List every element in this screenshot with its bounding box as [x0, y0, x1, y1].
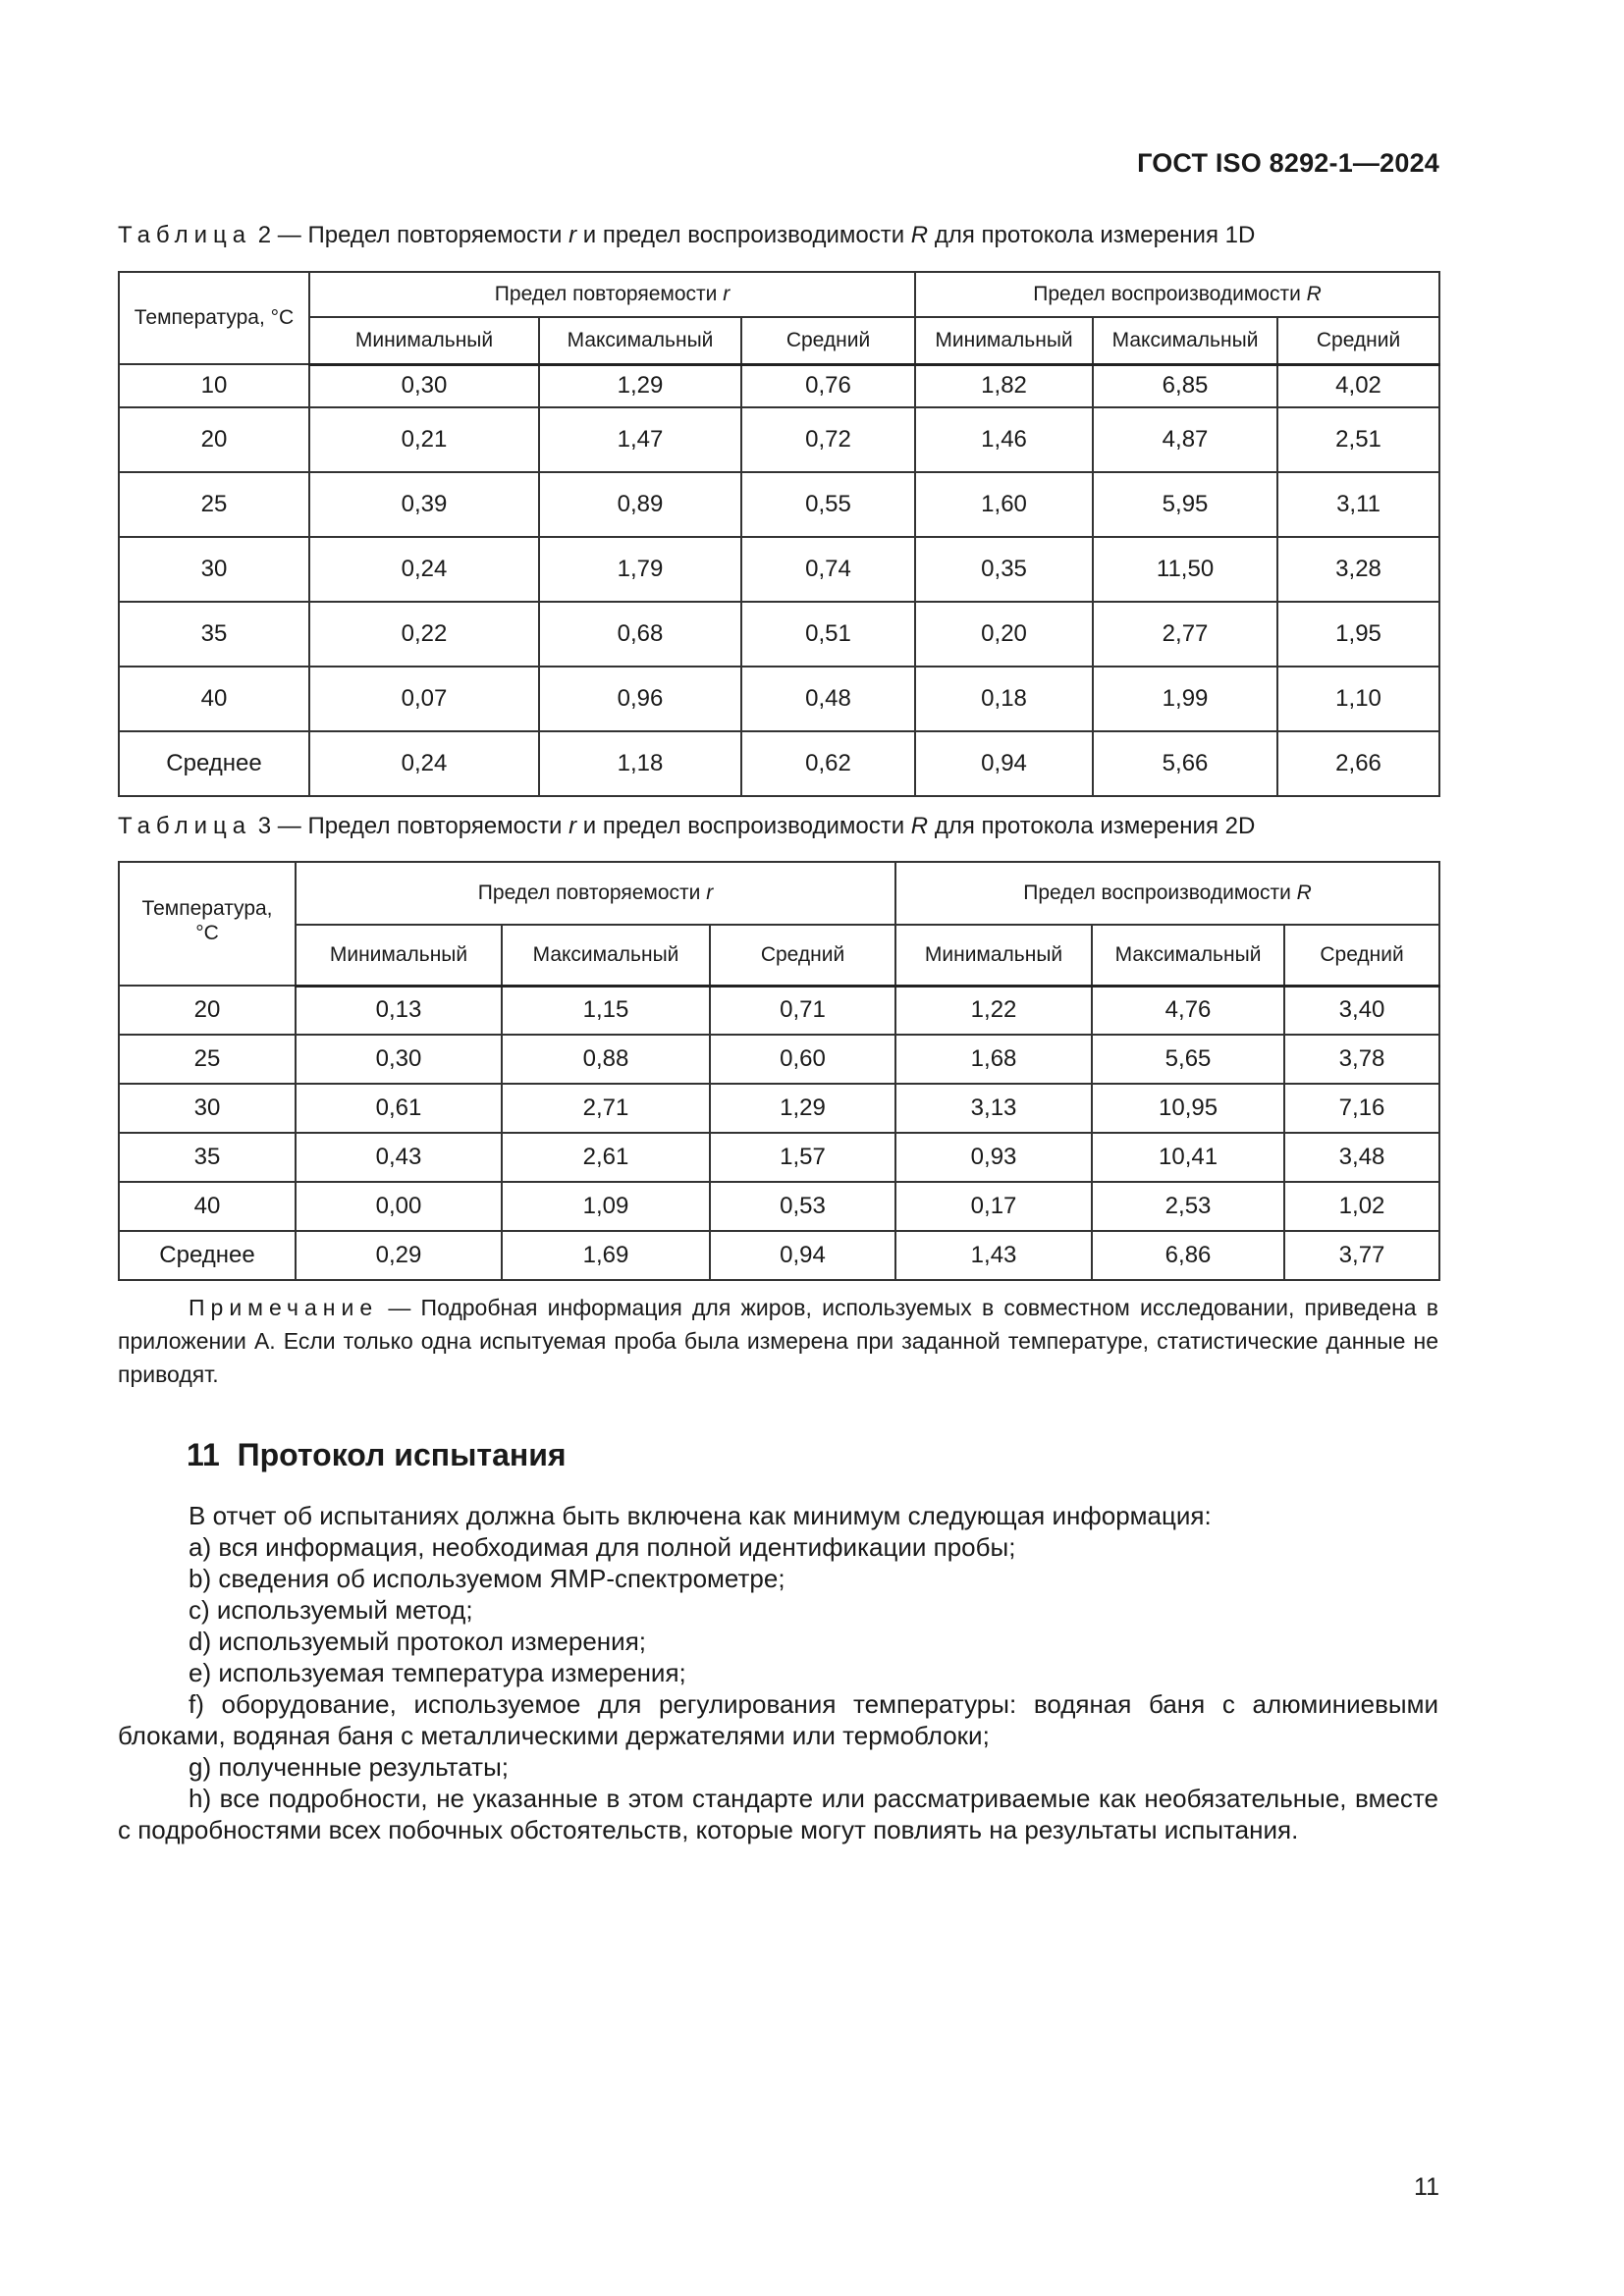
table-cell: 0,29	[296, 1231, 502, 1280]
table-cell: 0,62	[741, 731, 915, 796]
table-cell: 1,60	[915, 472, 1093, 537]
table3-var-r: r	[568, 813, 577, 839]
table3-header-reproducibility-label: Предел воспроизводимости	[1023, 881, 1291, 904]
table3-header-temperature-line1: Температура,	[141, 897, 273, 920]
list-item: d) используемый протокол измерения;	[189, 1627, 646, 1656]
table-cell: 1,47	[539, 407, 741, 472]
note-text: — Подробная информация для жиров, используемых в совместном исследовании, приведена в приложении А. Если только одна испытуемая проба была измерена при заданной температуре, статистические данные не приводят.	[118, 1295, 1438, 1387]
table-cell: 1,57	[710, 1133, 895, 1182]
table-cell: 0,35	[915, 537, 1093, 602]
table-row	[119, 364, 1439, 407]
table-cell: 1,02	[1284, 1182, 1439, 1231]
table-cell: 1,10	[1277, 667, 1439, 731]
table-cell: 10	[119, 364, 309, 407]
table2-sub-min-R: Минимальный	[915, 317, 1093, 364]
table-row	[119, 1133, 1439, 1182]
table2-caption-part3: для протокола измерения 1D	[934, 222, 1256, 248]
table-cell: 25	[119, 1035, 296, 1084]
table3-header-var-r: r	[706, 881, 714, 904]
table-cell: 0,00	[296, 1182, 502, 1231]
table-cell: 20	[119, 407, 309, 472]
table-cell: 0,43	[296, 1133, 502, 1182]
table-row	[119, 472, 1439, 537]
table-cell: 6,85	[1093, 364, 1277, 407]
table-cell: 35	[119, 1133, 296, 1182]
table-cell: 0,88	[502, 1035, 710, 1084]
table-cell: 0,22	[309, 602, 539, 667]
table2-caption-part2: и предел воспроизводимости	[582, 222, 905, 248]
table-cell: 40	[119, 667, 309, 731]
table3-caption-part1: Предел повторяемости	[307, 813, 563, 839]
table2-label: Таблица	[118, 222, 252, 248]
table-cell: 0,72	[741, 407, 915, 472]
table-cell: 0,68	[539, 602, 741, 667]
table2-header-var-R: R	[1306, 283, 1322, 305]
table-row	[119, 1231, 1439, 1280]
table-cell: 0,94	[710, 1231, 895, 1280]
table3-header-var-R: R	[1296, 881, 1312, 904]
table2-var-R: R	[910, 222, 929, 248]
table-row	[119, 1182, 1439, 1231]
table-cell: Среднее	[119, 731, 309, 796]
table3-sub-avg-R: Средний	[1284, 925, 1439, 986]
table-cell: 2,71	[502, 1084, 710, 1133]
list-item: h) все подробности, не указанные в этом стандарте или рассматриваемые как необязательные, вместе с подробностями всех побочных обстоятельств, которые могут повлиять на результаты испытания.	[118, 1784, 1438, 1844]
table-cell: 1,22	[895, 986, 1092, 1035]
table-cell: 1,99	[1093, 667, 1277, 731]
table-row	[119, 407, 1439, 472]
table2-header-reproducibility-label: Предел воспроизводимости	[1033, 283, 1301, 305]
table3-sub-min-r: Минимальный	[296, 925, 502, 986]
table2-header-temperature: Температура, °С	[119, 272, 309, 364]
table-cell: 0,30	[296, 1035, 502, 1084]
table2-sub-avg-r: Средний	[741, 317, 915, 364]
table-row	[119, 1084, 1439, 1133]
table-cell: 30	[119, 537, 309, 602]
table2-number: 2 —	[257, 222, 301, 248]
table2-header-repeatability	[309, 272, 915, 317]
table-cell: 0,39	[309, 472, 539, 537]
table-cell: 1,18	[539, 731, 741, 796]
table-cell: 0,93	[895, 1133, 1092, 1182]
table-cell: 5,65	[1092, 1035, 1284, 1084]
table-cell: 2,66	[1277, 731, 1439, 796]
table-cell: 10,95	[1092, 1084, 1284, 1133]
table-cell: 0,20	[915, 602, 1093, 667]
note-label: Примечание	[189, 1295, 379, 1320]
table-cell: 0,07	[309, 667, 539, 731]
table-cell: 3,77	[1284, 1231, 1439, 1280]
table-cell: 20	[119, 986, 296, 1035]
table3-header-repeatability	[296, 862, 895, 925]
table-cell: 11,50	[1093, 537, 1277, 602]
table-cell: 1,69	[502, 1231, 710, 1280]
table-cell: 0,13	[296, 986, 502, 1035]
table-cell: 0,76	[741, 364, 915, 407]
table2-sub-avg-R: Средний	[1277, 317, 1439, 364]
table-cell: 0,60	[710, 1035, 895, 1084]
section-body	[118, 1500, 1438, 1845]
table-cell: 35	[119, 602, 309, 667]
table3-header-repeatability-label: Предел повторяемости	[477, 881, 701, 904]
table-cell: 3,13	[895, 1084, 1092, 1133]
table-cell: 1,43	[895, 1231, 1092, 1280]
table-cell: 0,61	[296, 1084, 502, 1133]
section-title: Протокол испытания	[237, 1437, 567, 1472]
table-cell: Среднее	[119, 1231, 296, 1280]
list-item: a) вся информация, необходимая для полной идентификации пробы;	[189, 1532, 1016, 1562]
table-cell: 0,96	[539, 667, 741, 731]
table-cell: 10,41	[1092, 1133, 1284, 1182]
table2-sub-min-r: Минимальный	[309, 317, 539, 364]
table3-caption-part2: и предел воспроизводимости	[582, 813, 905, 839]
table-cell: 1,68	[895, 1035, 1092, 1084]
table-cell: 3,40	[1284, 986, 1439, 1035]
table-cell: 0,30	[309, 364, 539, 407]
table2-caption-part1: Предел повторяемости	[307, 222, 563, 248]
table3-sub-avg-r: Средний	[710, 925, 895, 986]
table-row	[119, 731, 1439, 796]
table-cell: 4,76	[1092, 986, 1284, 1035]
list-item: b) сведения об используемом ЯМР-спектрометре;	[189, 1564, 785, 1593]
table-cell: 1,79	[539, 537, 741, 602]
list-item: c) используемый метод;	[189, 1595, 473, 1625]
table-cell: 0,55	[741, 472, 915, 537]
table-cell: 1,82	[915, 364, 1093, 407]
table-cell: 0,48	[741, 667, 915, 731]
table-cell: 40	[119, 1182, 296, 1231]
table-cell: 4,02	[1277, 364, 1439, 407]
table3-sub-max-r: Максимальный	[502, 925, 710, 986]
section-intro: В отчет об испытаниях должна быть включена как минимум следующая информация:	[189, 1501, 1212, 1530]
table-row	[119, 667, 1439, 731]
table-row	[119, 602, 1439, 667]
table-row	[119, 1035, 1439, 1084]
table-row	[119, 986, 1439, 1035]
table3-header-temperature	[119, 862, 296, 986]
table-2	[118, 271, 1440, 797]
table-cell: 1,46	[915, 407, 1093, 472]
table-cell: 0,53	[710, 1182, 895, 1231]
table-cell: 6,86	[1092, 1231, 1284, 1280]
table3-sub-max-R: Максимальный	[1092, 925, 1284, 986]
table-cell: 1,09	[502, 1182, 710, 1231]
table2-caption	[118, 222, 1255, 249]
table-3	[118, 861, 1440, 1281]
table3-sub-min-R: Минимальный	[895, 925, 1092, 986]
table2-header-reproducibility	[915, 272, 1439, 317]
table-cell: 0,51	[741, 602, 915, 667]
table-cell: 5,66	[1093, 731, 1277, 796]
table-cell: 0,71	[710, 986, 895, 1035]
table2-var-r: r	[568, 222, 577, 248]
table-row	[119, 537, 1439, 602]
list-item: g) полученные результаты;	[189, 1752, 509, 1782]
table3-var-R: R	[910, 813, 929, 839]
table3-body	[119, 986, 1439, 1280]
table-note	[118, 1291, 1438, 1391]
table3-caption	[118, 813, 1255, 840]
table2-sub-max-r: Максимальный	[539, 317, 741, 364]
table2-header-var-r: r	[723, 283, 731, 305]
table-cell: 0,18	[915, 667, 1093, 731]
table-cell: 5,95	[1093, 472, 1277, 537]
table3-header-reproducibility	[895, 862, 1439, 925]
table3-header-temperature-line2: °С	[195, 922, 219, 945]
table-cell: 0,24	[309, 731, 539, 796]
section-number: 11	[187, 1437, 220, 1472]
table3-number: 3 —	[257, 813, 301, 839]
table-cell: 2,77	[1093, 602, 1277, 667]
table-cell: 2,53	[1092, 1182, 1284, 1231]
table-cell: 0,94	[915, 731, 1093, 796]
table-cell: 0,74	[741, 537, 915, 602]
table2-header-repeatability-label: Предел повторяемости	[494, 283, 718, 305]
table-cell: 1,95	[1277, 602, 1439, 667]
table2-sub-max-R: Максимальный	[1093, 317, 1277, 364]
table-cell: 1,29	[539, 364, 741, 407]
table2-body	[119, 364, 1439, 796]
standard-header: ГОСТ ISO 8292-1—2024	[1137, 148, 1439, 178]
section-heading	[187, 1437, 567, 1473]
table-cell: 2,51	[1277, 407, 1439, 472]
table-cell: 7,16	[1284, 1084, 1439, 1133]
table-cell: 2,61	[502, 1133, 710, 1182]
table-cell: 0,17	[895, 1182, 1092, 1231]
table-cell: 3,28	[1277, 537, 1439, 602]
table3-caption-part3: для протокола измерения 2D	[934, 813, 1256, 839]
table-cell: 3,48	[1284, 1133, 1439, 1182]
table-cell: 0,89	[539, 472, 741, 537]
list-item: e) используемая температура измерения;	[189, 1658, 686, 1687]
page-number: 11	[1414, 2173, 1439, 2201]
list-item: f) оборудование, используемое для регулирования температуры: водяная баня с алюминиевыми блоками, водяная баня с металлическими держателями или термоблоки;	[118, 1689, 1438, 1750]
table-cell: 1,15	[502, 986, 710, 1035]
table-cell: 4,87	[1093, 407, 1277, 472]
table-cell: 3,11	[1277, 472, 1439, 537]
table-cell: 3,78	[1284, 1035, 1439, 1084]
table-cell: 30	[119, 1084, 296, 1133]
table3-label: Таблица	[118, 813, 252, 839]
table-cell: 25	[119, 472, 309, 537]
table-cell: 1,29	[710, 1084, 895, 1133]
table-cell: 0,24	[309, 537, 539, 602]
table-cell: 0,21	[309, 407, 539, 472]
